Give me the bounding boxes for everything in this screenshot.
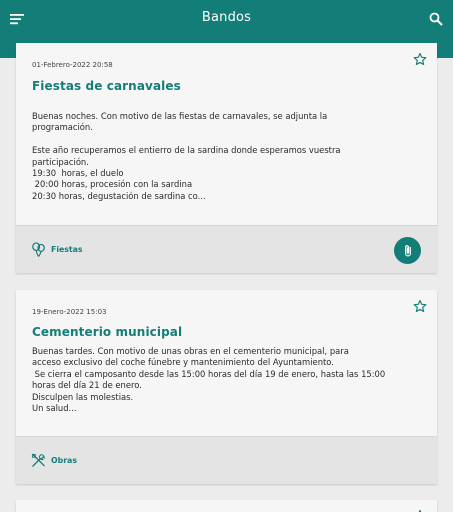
search-button[interactable] <box>425 8 447 30</box>
search-icon <box>429 12 443 26</box>
bando-date: 19-Enero-2022 15:03 <box>32 308 107 316</box>
paperclip-icon <box>401 244 415 258</box>
bando-body: Buenas tardes. Con motivo de unas obras en el cementerio municipal, para acceso exclusivo del coche fúnebre y mantenimiento del Ayuntamiento. Se cierra el camposanto desde las 15:00 horas del día 19 de enero, hasta las 15:00 horas del día 21 de enero. Disculpen las molestias. Un salud... <box>32 346 386 414</box>
bando-footer <box>16 436 437 484</box>
category-label[interactable]: Fiestas <box>51 245 83 254</box>
page-title: Bandos <box>201 10 252 25</box>
bando-title[interactable]: Cementerio municipal <box>32 325 183 339</box>
bando-footer <box>16 225 437 273</box>
star-outline-icon <box>413 52 427 66</box>
bando-card[interactable] <box>16 290 437 484</box>
category-label[interactable]: Obras <box>51 456 77 465</box>
bando-card[interactable] <box>16 43 437 273</box>
attachment-button[interactable] <box>394 237 421 264</box>
bando-body: Buenas noches. Con motivo de las fiestas de carnavales, se adjunta la programación. Este año recuperamos el entierro de la sardina donde esperamos vuestra participación. 19:30 horas, el duelo 20:00 horas, procesión con la sardina 20:30 horas, degustación de sardina co... <box>32 111 341 201</box>
star-outline-icon <box>413 299 427 313</box>
favorite-button[interactable] <box>413 298 429 314</box>
bando-title[interactable]: Fiestas de carnavales <box>32 79 181 93</box>
bando-card[interactable] <box>16 500 437 512</box>
bando-date: 01-Febrero-2022 20:58 <box>32 61 113 69</box>
tools-icon <box>31 453 46 468</box>
balloons-icon <box>31 242 46 257</box>
favorite-button[interactable] <box>413 508 429 512</box>
favorite-button[interactable] <box>413 51 429 67</box>
